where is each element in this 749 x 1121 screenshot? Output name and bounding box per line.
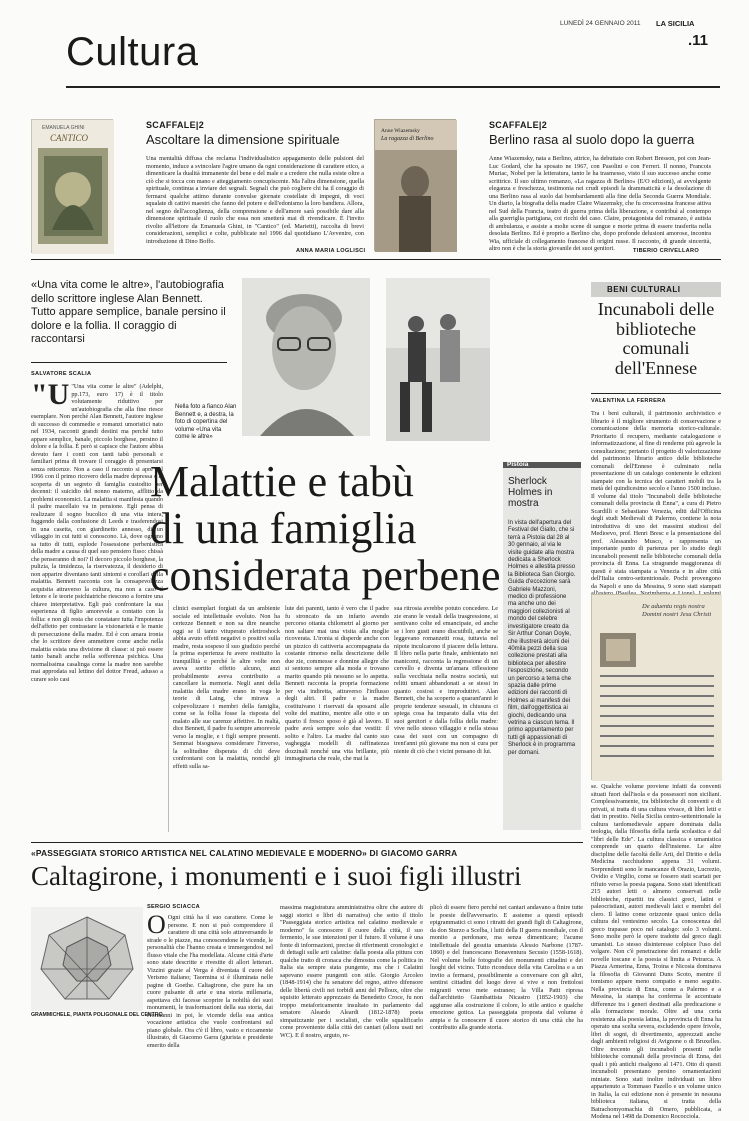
beni-body1: Tra i beni culturali, il patrimonio archivistico e librario è il migliore strumento di conservazione e comunicazione della memoria storico-culturale. Prioritario il recupero, mediante catalogazione e informatizzazione, al fine di renderne più agevole la consultazione; pertanto il progetto di valorizzazione del patrimonio librario antico delle biblioteche comunali dell'Ennese è culminato nella presentazione di un catalogo contenente le edizioni stampate con la tecnica dei caratteri mobili tra la metà del quindicesimo secolo e l'anno 1500 incluso. Il volume dal titolo "Incunaboli delle biblioteche comunali della provincia di Enna", a cura di Pietro Scardilli e Sebastiano Venezia, editi dall'Officina degli studi Medievali di Palermo, contiene la nota introduttiva di uno dei massimi studiosi del Medioevo, prof. Henri Bresc e la presentazione del prof. Alessandro Musco, e rappresenta un importante punto di partenza per lo studio degli incunaboli presenti nelle biblioteche comunali della provincia di Enna. La stragrande maggioranza di questi è stata stampata a Venezia e in altre città dell'Italia centro-settentrionale. Pochi provengono da Napoli e uno da Messina, 9 sono stati stampati [591,410,721,590]
beni-kicker-bar [591,282,721,297]
header-rule [66,86,720,88]
scaffale-right-title: Berlino rasa al suolo dopo la guerra [489,132,695,147]
scaffale-left-kicker: SCAFFALE|2 [146,120,205,130]
bottom-col3: plicò di essere fiero perché nei cantari andavano a finire tutte le poesie dell'avversario. E assieme a questi episodi epigrammatici ci sono i ritratti dei grandi figli di Caltagirone, da don Sturzo a Scelba, i lutti della II guerra mondiale, con il monito a perdonare, ma senza dimenticare; l'acume intellettuale del gesuita umanista Alessio Narbone (1787-1860) e del francescano Bonaventura Secusio (1558-1618). Nel volume belle fotografie dei monumenti cittadini e dei luoghi del vicino. Tutto riconduce della vita Carolina e a un invito a fermarsi, possibilmente a conversare con gli altri, sentirsi cittadini del luogo dove si vive e non frettolosi migranti verso mete estranee; la Villa Patti ripresa dall'architetto Giambattista Nicastro (1852-1903) che aggiunse alla costruzione il colore, lo stile antico e qualche emozione gotica. La passeggiata proposta dal volume è ampia e fa conoscere il cuore storico di una città che ha contribuito alla grande storia. [430,904,583,1031]
main-col2: clinici esemplari forgiati da un ambiente sociale ed intellettuale evoluto. Non ha certezze Bennett e non sa dire neanche oggi se il tanto vituperato elettroshock abbia avuto effetti negativi o positivi sulla madre, resta sospeso il suo giudizio perché la prima esperienza fu avere restituito la tranquillità e perché le altre volte non aveva sortito effetto alcuno, anzi probabilmente aveva contribuito a cancellare la memoria. Negli anni della malattia della madre erano in voga le teorie di Laing, che mirava a colpevolizzare i membri della famiglia, come se la follia fosse la risposta del malato alle sue carenze affettive. In realtà, dice Bennett, il padre fu sempre amorevole verso la moglie, e i figli sempre presenti. Semmai bisognava considerare l'inverso, la solitudine disperata di chi deve confrontarsi con la malattia, nonché gli effetti sulla sa- [173,605,280,770]
scaffale-right-kicker: SCAFFALE|2 [489,120,548,130]
berlino-book-cover [374,119,456,251]
main-headline-line2: di una famiglia [150,504,417,553]
portrait-art [242,278,370,436]
map-art [31,907,143,1011]
beni-kicker: BENI CULTURALI [607,285,681,294]
manuscript-art [592,595,722,781]
main-deck: «Una vita come le altre», l'autobiografia dello scrittore inglese Alan Bennett. Tutto appare semplice, banale persino il dolore e la follia. Il coraggio di raccontarsi [31,279,226,345]
col-separator [168,600,169,832]
main-col3: lute dei parenti, tanto è vero che il padre fu stroncato da un infarto avendo percorso ottanta chilometri al giorno per non saltare mai una visita alla moglie ricoverata. L'ironia si disperde anche con un pizzico di cattiveria accompagnata da costante rimorso nella descrizione delle due zie, commesse e donnine allegre che si sentono sempre alla moda e trovano marito quando più nessuno se lo aspetta. Bennett racconta la propria formazione per via indiretta, attraverso l'influsso degli altri. Il padre e la madre costituivano i riservati da sposarsi alle volte del mattino, mentre alle otto e un quarto il fresco sposo è già al lavoro. Il padre avrà sempre solo due vestiti: il solito e l'altro. La madre dal canto suo vagheggia modelli di raffinatezza dozzinali nonché una vita brillante, più immaginaria che reale, che mai la [285,605,389,762]
main-col1-text: "Una vita come le altre" (Adelphi, pp.173, euro 17) è il titolo volutamente riduttivo per un'autobiografia che alla fine riesce esemplare. Non perché Alan Bennett, l'autore inglese di successo di commedie e romanzi umoristici nato nel 1934, racconti grandi destini ma perché tutto appare semplice, banale, piccolo borghese, persino il dolore e la follia. È però si capisce che l'autore abbia dovuto fare i conti con tanti tabù personali e familiari prima di trovare il coraggio di presentarsi senza reticenze. Non a caso il racconto si apre nel 1966 con il primo ricovero della madre depressa e la scoperta di un segreto di famiglia custodito per decenni: il suicidio del nonno materno, afflitto da problemi economici. La malattia si manifesta quando il padre macellaio va in pensione. Egli pensa di realizzare il sogno bucolico di una vita intera, fuggendo dalla confusione di Leeds e trasferendosi in una casetta, con giardinetto annesso, di un villaggio in cui tutti si conoscono. Là, dove ognuno sa tutto di tutti, esplode l'ossessione perbenistica della madre a causa di quel suo pensiero fisso: chissà che penseranno di noi? Il decoro piccolo borghese, la pulizia, la timidezza, la riservatezza, il desiderio di non apparire diventano tanti sintomi e corollari della malattia. Bennett racconta con la consapevolezza acquisita attraverso la cultura, ma non a caso il lettore e le teorie psichiatriche riescono a fornire una chiave interpretativa. Egli può confrontare la sua esperienza di figlio amorevole a contatto con la follia: e non gli resta che constatare tutta l'impotenza dell'affetto per contrastare la visionarietà e le manie di persecuzione della madre. Ed è con amara ironia che lo scrittore deve ammettere come anche nella malattia esista una divisione di classe: si può essere tanto banali anche nella sofferenza psichica. Una normalissima casalinga come la madre non sarebbe mai approdata sul lettino del dottor Freud, adusso a curare solo casi [31,383,163,683]
incunabulum-image [591,594,721,780]
deck-rule [31,362,227,363]
beni-headline: Incunaboli delle biblioteche comunali dell'Ennese [597,299,715,378]
main-headline-line1: Malattie e tabù [150,457,414,506]
beni-body2: se. Qualche volume proviene infatti da conventi situati fuori dall'isola e da possessori non siciliani. Complessivamente, tra biblioteche di conventi e di privati, si tratta di una cultura vivace, di libri letti e dati in prestito. Nella Sicilia centro-settentrionale la cultura tardomedievale appare dominata dalla teologia, dalla filosofia della tarda scolastica e dal "libri delle Ede". La cultura classica e umanistica comprende un quarto dell'insieme. Le altre discipline delle facoltà delle Arti, del Diritto e della Medicina racchiudono appena 31 volumi. Sorprendenti sono le mancanze di Orazio, Lucrezio, Ovidio e Virgilio, come se fossero stati scartati per rifiuto verso la poesia pagana. Sono stati identificati 215 autori letti o almeno conservati nelle biblioteche, ripartiti tra classici greci, latini e paleocristiani, autori medievali laici e membri del clero. Il latino come orizzonte quasi unico della cultura del ventesimo secolo. La conoscenza del greco trapasse poco nel catalogo: solo 3 volumi. Sono molte però le opere tradotte dal greco dagli umanisti. Lo stesso disinteresse colpisce l'uso del volgare. Non c'è penetrazione dei romanzi e delle novelle toscane e la poesia si limita a Petrarca. A Piazza Armerina, Enna, Troina e Nicosia dominava la filosofia di Giovanni Duns Scoto, mentre il tomismo appare meno compatto e meno seguito. Nella provincia di Enna, come a Palermo e a Messina, la stampa ha conferma le accentuate differenze tra i generi destinati alla predicazione e alla formazione morale. Oltre ad una certa resistenza alla poesia latina, la provincia di Enna ha operato una scelta severa, escludendo opere frivole, libri di sogni, di divertimento, apprezzati anche dagli ambienti religiosi di Avignone o di Bruxelles. Oltre trecento gli incunaboli presenti nelle biblioteche comunali della provincia di Enna, dei quali i più antichi risalgono al 1471. Otto di questi incunaboli presentano persino ornamentazioni miniate. Sono stati inoltre individuati un libro appartenuto a Tommaso Fazello e un volume unico in Italia, la cui edizione non è presente in nessuna biblioteca italiana, si tratta della Batrachomyomachia di Omero, pubblicata, a Modena nel 1498 da Domenico Rococciola. [591,783,721,1120]
header-date: LUNEDÌ 24 GENNAIO 2011 [560,20,641,27]
map-caption: GRAMMICHELE, PIANTA POLIGONALE DEL CENTRO [31,1012,163,1018]
berlino-cover-author: Anne Wiazemsky [381,128,420,134]
bottom-top-rule [31,842,583,843]
cover-author: EMANUELA GHINI [42,125,85,131]
bottom-col1 [147,910,273,1049]
manuscript-text: De aduentu regis nostra Domini nostri Jesu Christi [642,603,712,618]
main-dropcap: "U [31,378,70,411]
bottom-dropcap: O [147,910,166,939]
bottom-headline: Caltagirone, i monumenti e i suoi figli illustri [31,861,522,891]
grammichele-map [31,907,143,1011]
berlino-cover-title: La ragazza di Berlino [381,136,434,142]
pistoia-box [503,462,581,830]
scaffale-bottom-rule [31,259,721,260]
alan-bennett-photo [242,278,370,436]
bottom-col1-text: Ogni città ha il suo carattere. Come le persone. E non si può comprendere il carattere di una città solo attraversando le strade o le piazze, ma conoscendone le vicende, le personalità che l'hanno creata e immergendosi nel flusso vitale che l'ha modellata. Alcune città d'arte sono state descritte e rivestite di allori letterari. Vizzini grazie al Verga è diventata il cuore del Verismo italiano; Taormina si è illuminata nelle pagine di Goethe. Caltagirone, che pure ha un cuore pulsante di arte e una storia millenaria, aspettava chi facesse scoprire la nobiltà dei suoi monumenti, le trasformazioni della sua storia, dai Normanni in poi, le vicende della sua antica vocazione artistica che vuole confrontarsi sul piano globale. Ora c'è il libro, vasto e riccamente illustrato, di Giacomo Garra (giurista e presidente emerito della [147,914,273,1049]
family-photo-art [386,278,490,441]
main-col1 [31,378,163,832]
cover-title: CANTICO [50,133,89,143]
scaffale-left-title: Ascoltare la dimensione spirituale [146,132,340,147]
main-headline-line3: considerata perbene [150,551,501,600]
scaffale-left-body: Una mentalità diffusa che reclama l'individualistico appagamento delle pulsioni del momento, induce a svincolare l'agire umano da ogni considerazione di carattere etico, a dimenticare la dualità immanente del bene e del male e a credere che nulla esiste oltre a ciò che si tocca con mano e atteggiamento concupiscente. Ma l'altra dimensione, quella spirituale, continua a inviare dei segnali. Segnali che può cogliere chi ha il coraggio di fermarsi qualche attimo durante convulse giornate costellate di impegni, di voci squalate di cattivi maestri che fanno del potere e dell'edonismo la loro bandiera. Allora, nel segno dell'accoglienza, della comprensione e dell'amore sarà possibile dare alla dimensione spirituale il ruolo che essa non smetterà mai di rivendicare. È l'invito rivolto all'lettore da Emanuela Ghini, in "Cantico" (ed. Marietti), raccolta di brevi considerazioni, semplici e colte, pubblicate nel 1996 dal quotidiano L'Avvenire, con introduzione di Dino Boffo. [146,155,364,245]
pistoia-title: Sherlock Holmes in mostra [508,476,553,509]
main-byline: SALVATORE SCALIA [31,371,92,377]
beni-rule [591,393,721,394]
section-title: Cultura [66,30,199,74]
page-number: .11 [688,32,709,49]
scaffale-right-signature: TIBERIO CRIVELLARO [633,248,699,254]
main-photo-caption: Nella foto a fianco Alan Bennett e, a destra, la foto di copertina del volume «Una vita come le altre» [175,404,237,440]
bottom-col2: massima magistratura amministrativa oltre che autore di saggi storici e libri di narrativa) che sotto il titolo "Passeggiata storico artistica nel calatino medievale e moderno" fa conoscere il cuore della città, il suo fermento, le sue intenzioni per il futuro. Il volume è una fonte di informazioni, precise di riferimenti cronologici e di dettagli sulle arti calatine: dalla poesia alla pittura con qualche tratto di cronaca che dimostra come la politica in Italia sia sempre stata pungente, ma che i Calatini sapevano essere pungenti con stile. Giorgio Arcoleo (1848-1914) che fu senatore del regno, attivo difensore delle libertà civili nei torbidi anni del Pelloux, oltre che squisito letterato apprezzato da Benedetto Croce, fu non troppo metaforicamente insultato in parlamento dal senatore Aleardo Aleardi (1812-1878) poeta simpatizzante per i socialisti, che volle squalificarlo come proveniente dalla città dei cantari (allora usati nei WC). E il nostro, arguto, re- [280,904,423,1039]
pistoia-label: Pistoia [507,461,529,468]
main-col4: sua ritrosia avrebbe potuto concedere. Le zie erano le vestali della trasgressione, si sentivano colte ed emancipate, ed anche se i loro gusti erano discutibili, anche se leggevano romanzetti rosa, tuttavia nel nipote inculcarono il piacere della lettura. Il libro nella parte finale, ambientato nei manicomi, racconta la regressione di un cervello e diventa un'amara riflessione sulla vecchiaia nella nostra società, sui relitti umani abbandonati a se stessi in quanto costosi e improduttivi. Alan Bennett, che ha scoperto a quarant'anni le proprie tendenze sessuali, in chiusura ci spiega cosa ha imparato dalla vita dei suoi genitori e dalla follia della madre: vive nello stesso villaggio e nella stessa casa dei suoi con un compagno di trent'anni più giovane ma non si cura per niente di ciò che i vicini pensano di lui. [394,605,498,755]
beni-byline: VALENTINA LA FERRERA [591,398,666,404]
scaffale-right-body: Anne Wiazemsky, nata a Berlino, attrice, ha debuttato con Robert Bresson, poi con Jean-Luc Godard, che ha sposato ne 1967, con Pasolini e con Ferreri. Il nonno, Francois Muriac, Nobel per la letteratura, tanto le ha trasmesso, visto il suo successo anche come scrittrice. Il suo ultimo romanzo, «La ragazza di Berlino» (E/O edizioni), ai avvolgente eleganza e freschezza, testimonia nei crudi episodi la drammaticità e la desolazione di una Berlino rasa al suolo dai bombardamenti alla fine della Seconda Guerra Mondiale. Un diario, la biografia della madre Claire Wiazemsky, che fu crocerossina francese attiva nel Sud della Francia, teatro di guerra prima della liberazione, e contribuì al contempo alla guerriglia partigiana, coi ricchi del caso. Claire, protagonista del romanzo, è autista di ambulanza, e assiste a molte scene di sangue e morte prima di essere trasferita nella desolata Berlino. Ed è proprio a Berlino che, dopo profonde delusioni amorose, incontra Wia, ufficiale di collegamento francese di origini russe. Il racconto, di grande sincerità, altro non è che la storia giovanile dei suoi genitori. [489,155,711,252]
bottom-kicker: «PASSEGGIATA STORICO ARTISTICA NEL CALATINO MEDIEVALE E MODERNO» DI GIACOMO GARRA [31,848,458,858]
pistoia-body: In vista dell'apertura del Festival del Giallo, che si terrà a Pistoia dal 28 al 30 gennaio, al via le visite guidate alla mostra dedicata a Sherlock Holmes e allestita presso la Biblioteca San Giorgio. Guida d'eccezione sarà Gabriele Mazzoni, medico di professione ma anche uno dei maggiori collezionisti al mondo del celebre investigatore creato da Sir Arthur Conan Doyle, che illustrerà alcuni dei 40mila pezzi della sua collezione prestati alla biblioteca per allestire l'esposizione, secondo un percorso a tema che spazia dalle prime edizioni dei racconti di Holmes ai manifesti dei film, dall'oggettistica ai giochi, dedicando una vetrina a ciascun tema. Il primo appuntamento per tutti gli appassionati di Sherlock è in programma per domani. [508,520,576,756]
cantico-book-cover [31,119,113,253]
header-paper: LA SICILIA [656,19,695,28]
scaffale-left-signature: ANNA MARIA LOGLISCI [296,248,366,254]
bottom-byline: SERGIO SCIACCA [147,904,200,910]
book-cover-family-photo [386,278,490,441]
